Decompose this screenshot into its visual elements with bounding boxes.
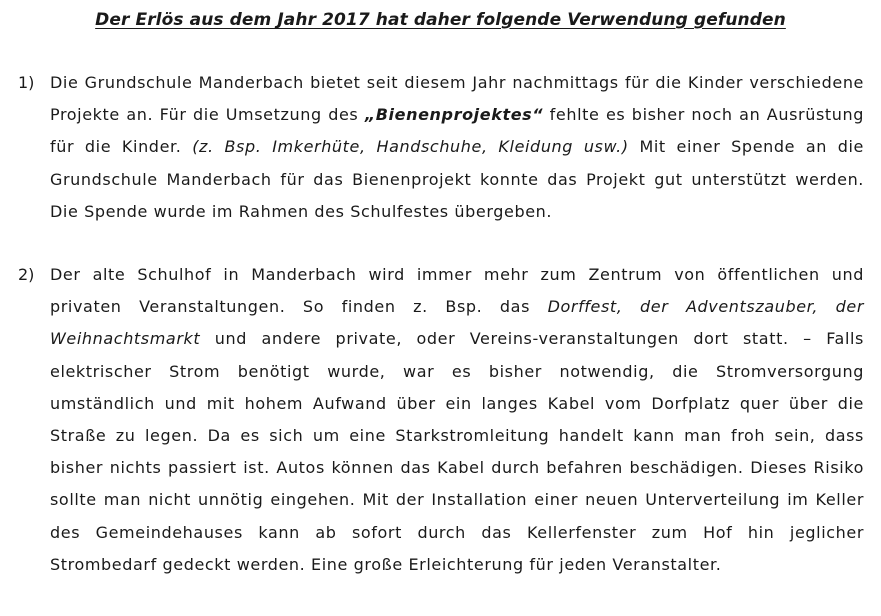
list-item-paragraph <box>50 67 864 228</box>
paragraph-text: Mit einer Spende an die Grundschule Manderbach für das Bienenprojekt konnte das Projekt gut unterstützt werden. Die Spende wurde im Rahmen des Schulfestes übergeben. <box>50 137 865 221</box>
paragraph-text: Die Grundschule Manderbach bietet seit diesem Jahr nachmittags für die Kinder verschiedene Projekte an. Für die Umsetzung des <box>50 73 864 125</box>
list-item-number: 2) <box>18 265 35 284</box>
project-name-highlight: „Bienenprojektes“ <box>364 105 544 125</box>
list-item-paragraph <box>50 259 864 581</box>
paragraph-text: fehlte es bisher noch an Ausrüstung für die Kinder. <box>50 105 864 157</box>
paragraph-text: Der alte Schulhof in Manderbach wird immer mehr zum Zentrum von öffentlichen und privaten Veranstaltungen. So finden z. Bsp. das <box>50 265 864 317</box>
events-list: Dorffest, der Adventszauber, der Weihnachtsmarkt <box>50 297 865 349</box>
document-heading: Der Erlös aus dem Jahr 2017 hat daher folgende Verwendung gefunden <box>95 10 786 30</box>
examples-note: (z. Bsp. Imkerhüte, Handschuhe, Kleidung usw.) <box>192 137 629 157</box>
list-item-number: 1) <box>18 73 35 92</box>
paragraph-text: und andere private, oder Vereins-veranstaltungen dort statt. – Falls elektrischer Strom benötigt wurde, war es bisher notwendig, die Stromversorgung umständlich und mit hohem Aufwand über ein langes Kabel vom Dorfplatz quer über die Straße zu legen. Da es sich um eine Starkstromleitung handelt kann man froh sein, dass bisher nichts passiert ist. Autos können das Kabel durch befahren beschädigen. Dieses Risiko sollte man nicht unnötig eingehen. Mit der Installation einer neuen Unterverteilung im Keller des Gemeindehauses kann ab sofort durch das Kellerfenster zum Hof hin jeglicher Strombedarf gedeckt werden. Eine große Erleichterung für jeden Veranstalter. <box>50 329 864 574</box>
